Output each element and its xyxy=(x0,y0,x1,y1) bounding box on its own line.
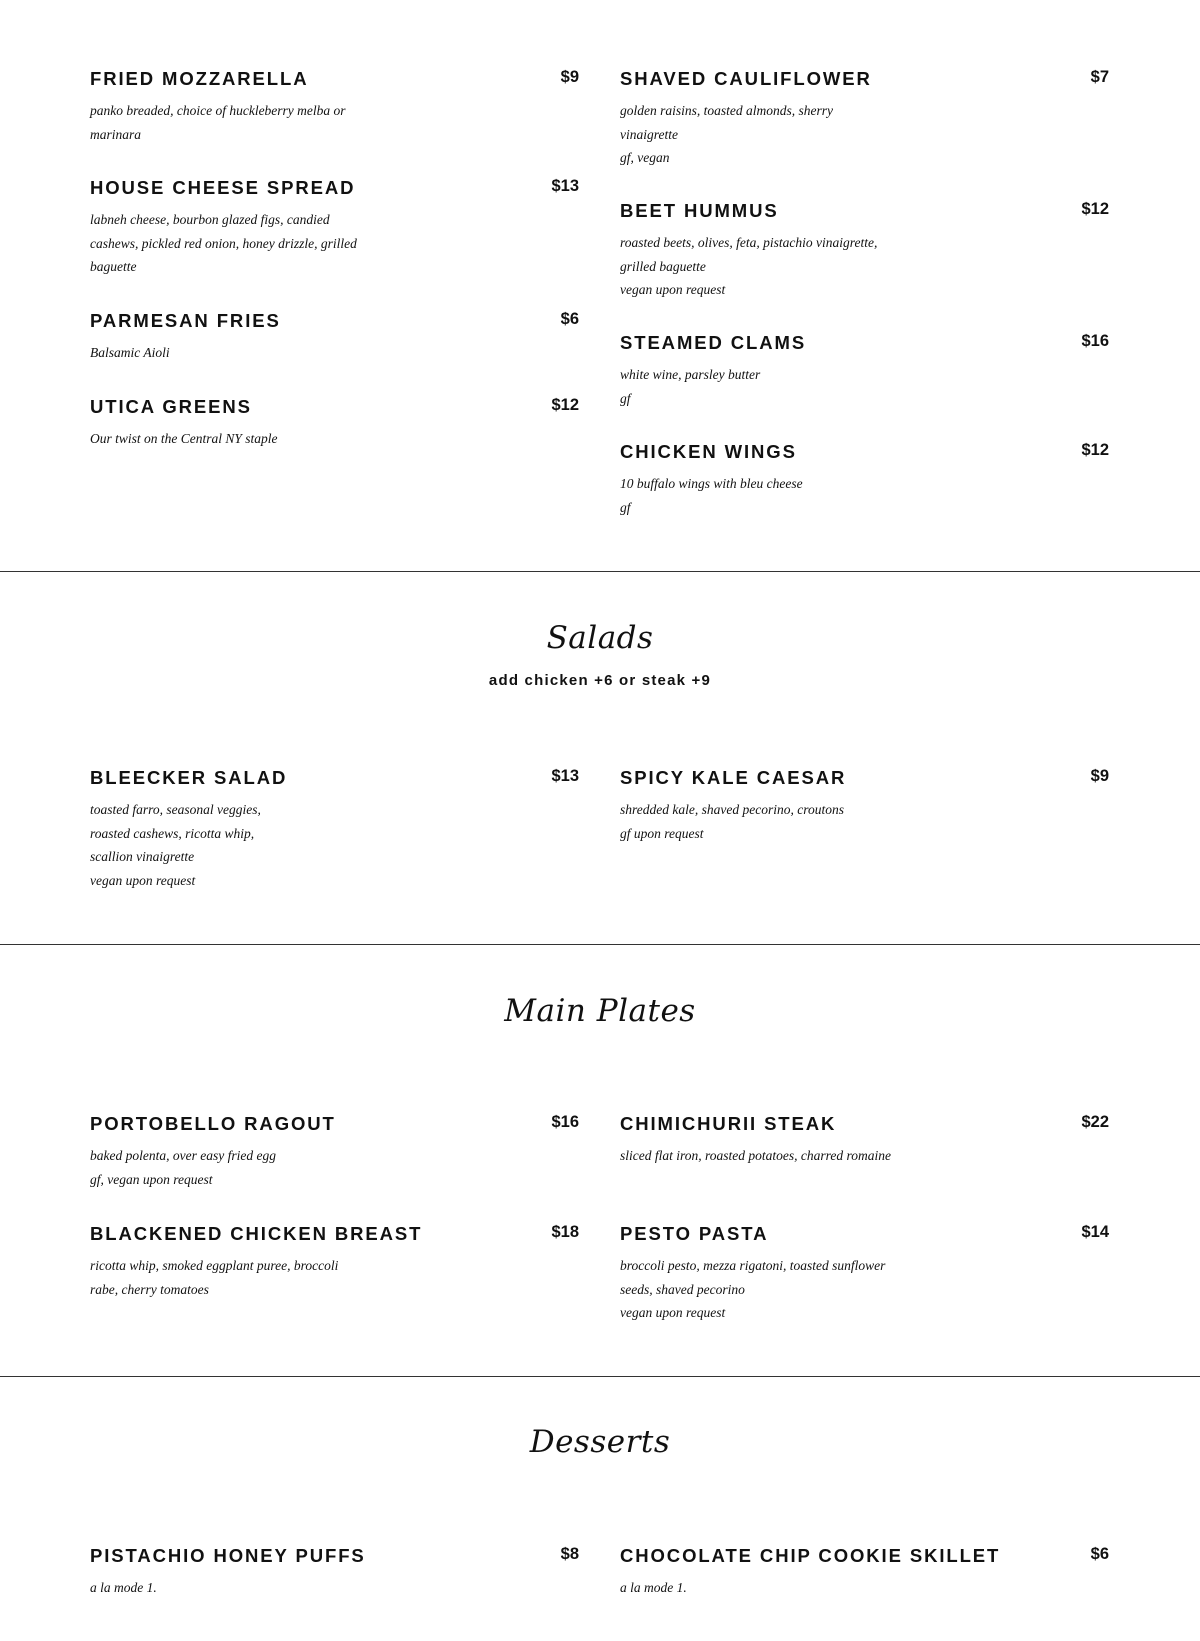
item-price: $12 xyxy=(1081,200,1109,218)
section-note: add chicken +6 or steak +9 xyxy=(488,672,712,689)
item-name: BLACKENED CHICKEN BREAST xyxy=(90,1223,423,1244)
item-name: CHICKEN WINGS xyxy=(620,441,797,462)
section-heading: Salads xyxy=(546,620,654,656)
item-price: $12 xyxy=(551,396,579,414)
item-description xyxy=(90,1144,390,1191)
item-price: $9 xyxy=(1090,767,1109,785)
item-description-line: rabe, cherry tomatoes xyxy=(90,1281,209,1297)
item-name: HOUSE CHEESE SPREAD xyxy=(90,177,356,198)
item-description xyxy=(90,99,390,146)
item-description xyxy=(90,1576,390,1600)
item-description-line: marinara xyxy=(90,126,142,142)
item-description xyxy=(620,363,920,410)
item-description-line: gf upon request xyxy=(620,825,704,841)
item-description xyxy=(620,1254,920,1325)
item-description xyxy=(620,99,920,170)
item-description-line: baguette xyxy=(90,259,137,274)
item-description-line: gf xyxy=(620,390,631,406)
item-description-line: vegan upon request xyxy=(620,1305,726,1320)
item-description xyxy=(90,208,390,279)
item-description-line: broccoli pesto, mezza rigatoni, toasted sunflower xyxy=(620,1258,886,1273)
item-description xyxy=(620,231,920,302)
item-description xyxy=(620,472,920,519)
item-description-line: a la mode 1. xyxy=(620,1580,687,1595)
item-description-line: 10 buffalo wings with bleu cheese xyxy=(620,476,803,491)
item-description-line: scallion vinaigrette xyxy=(90,849,195,864)
item-description xyxy=(90,427,390,451)
item-description-line: vegan upon request xyxy=(90,872,196,888)
item-description xyxy=(90,1254,390,1301)
item-price: $22 xyxy=(1081,1113,1109,1131)
item-price: $14 xyxy=(1081,1223,1109,1241)
item-description-line: roasted beets, olives, feta, pistachio vinaigrette, xyxy=(620,235,878,250)
item-description-line: panko breaded, choice of huckleberry melba or xyxy=(90,103,346,118)
item-description-line: a la mode 1. xyxy=(90,1580,157,1595)
item-description-line: shredded kale, shaved pecorino, croutons xyxy=(620,802,844,817)
item-description-line: Our twist on the Central NY staple xyxy=(90,431,278,446)
item-description-line: sliced flat iron, roasted potatoes, charred romaine xyxy=(620,1148,891,1163)
item-price: $9 xyxy=(560,68,579,86)
item-description-line: ricotta whip, smoked eggplant puree, broccoli xyxy=(90,1258,339,1273)
item-name: PORTOBELLO RAGOUT xyxy=(90,1113,336,1134)
item-description-line: labneh cheese, bourbon glazed figs, candied xyxy=(90,212,330,227)
item-description-line: seeds, shaved pecorino xyxy=(620,1281,745,1297)
section-heading: Main Plates xyxy=(504,993,696,1029)
item-description-line: roasted cashews, ricotta whip, xyxy=(90,825,255,841)
item-description-line: grilled baguette xyxy=(620,258,706,274)
item-description-line: gf, vegan xyxy=(620,150,670,165)
item-name: PARMESAN FRIES xyxy=(90,310,281,331)
item-name: UTICA GREENS xyxy=(90,396,252,417)
item-price: $13 xyxy=(551,767,579,785)
item-price: $13 xyxy=(551,177,579,195)
item-description-line: vinaigrette xyxy=(620,126,678,142)
item-description-line: gf xyxy=(620,499,631,515)
item-description-line: vegan upon request xyxy=(620,282,726,297)
item-name: STEAMED CLAMS xyxy=(620,332,807,353)
section-divider xyxy=(0,571,1200,572)
item-name: CHIMICHURII STEAK xyxy=(620,1113,837,1134)
item-description xyxy=(620,1576,920,1600)
item-price: $6 xyxy=(560,310,579,328)
item-name: BEET HUMMUS xyxy=(620,200,779,221)
section-divider xyxy=(0,1376,1200,1377)
item-description xyxy=(90,798,390,892)
item-price: $6 xyxy=(1090,1545,1109,1563)
item-description-line: toasted farro, seasonal veggies, xyxy=(90,802,261,817)
item-description-line: Balsamic Aioli xyxy=(90,345,170,360)
item-price: $18 xyxy=(551,1223,579,1241)
section-divider xyxy=(0,944,1200,945)
item-price: $16 xyxy=(1081,332,1109,350)
item-name: PISTACHIO HONEY PUFFS xyxy=(90,1545,366,1566)
item-name: FRIED MOZZARELLA xyxy=(90,68,309,89)
item-name: SHAVED CAULIFLOWER xyxy=(620,68,872,89)
item-name: PESTO PASTA xyxy=(620,1223,769,1244)
item-name: SPICY KALE CAESAR xyxy=(620,767,847,788)
item-price: $16 xyxy=(551,1113,579,1131)
item-name: BLEECKER SALAD xyxy=(90,767,288,788)
item-price: $7 xyxy=(1090,68,1109,86)
item-description-line: baked polenta, over easy fried egg xyxy=(90,1148,276,1163)
item-price: $8 xyxy=(560,1545,579,1563)
item-description-line: white wine, parsley butter xyxy=(620,367,761,382)
item-description-line: golden raisins, toasted almonds, sherry xyxy=(620,103,834,118)
item-description xyxy=(620,798,920,845)
item-description-line: gf, vegan upon request xyxy=(90,1171,213,1187)
item-description xyxy=(90,341,390,365)
item-description-line: cashews, pickled red onion, honey drizzle, grilled xyxy=(90,235,357,251)
item-price: $12 xyxy=(1081,441,1109,459)
section-heading: Desserts xyxy=(529,1424,671,1460)
item-name: CHOCOLATE CHIP COOKIE SKILLET xyxy=(620,1545,1001,1566)
item-description xyxy=(620,1144,920,1168)
